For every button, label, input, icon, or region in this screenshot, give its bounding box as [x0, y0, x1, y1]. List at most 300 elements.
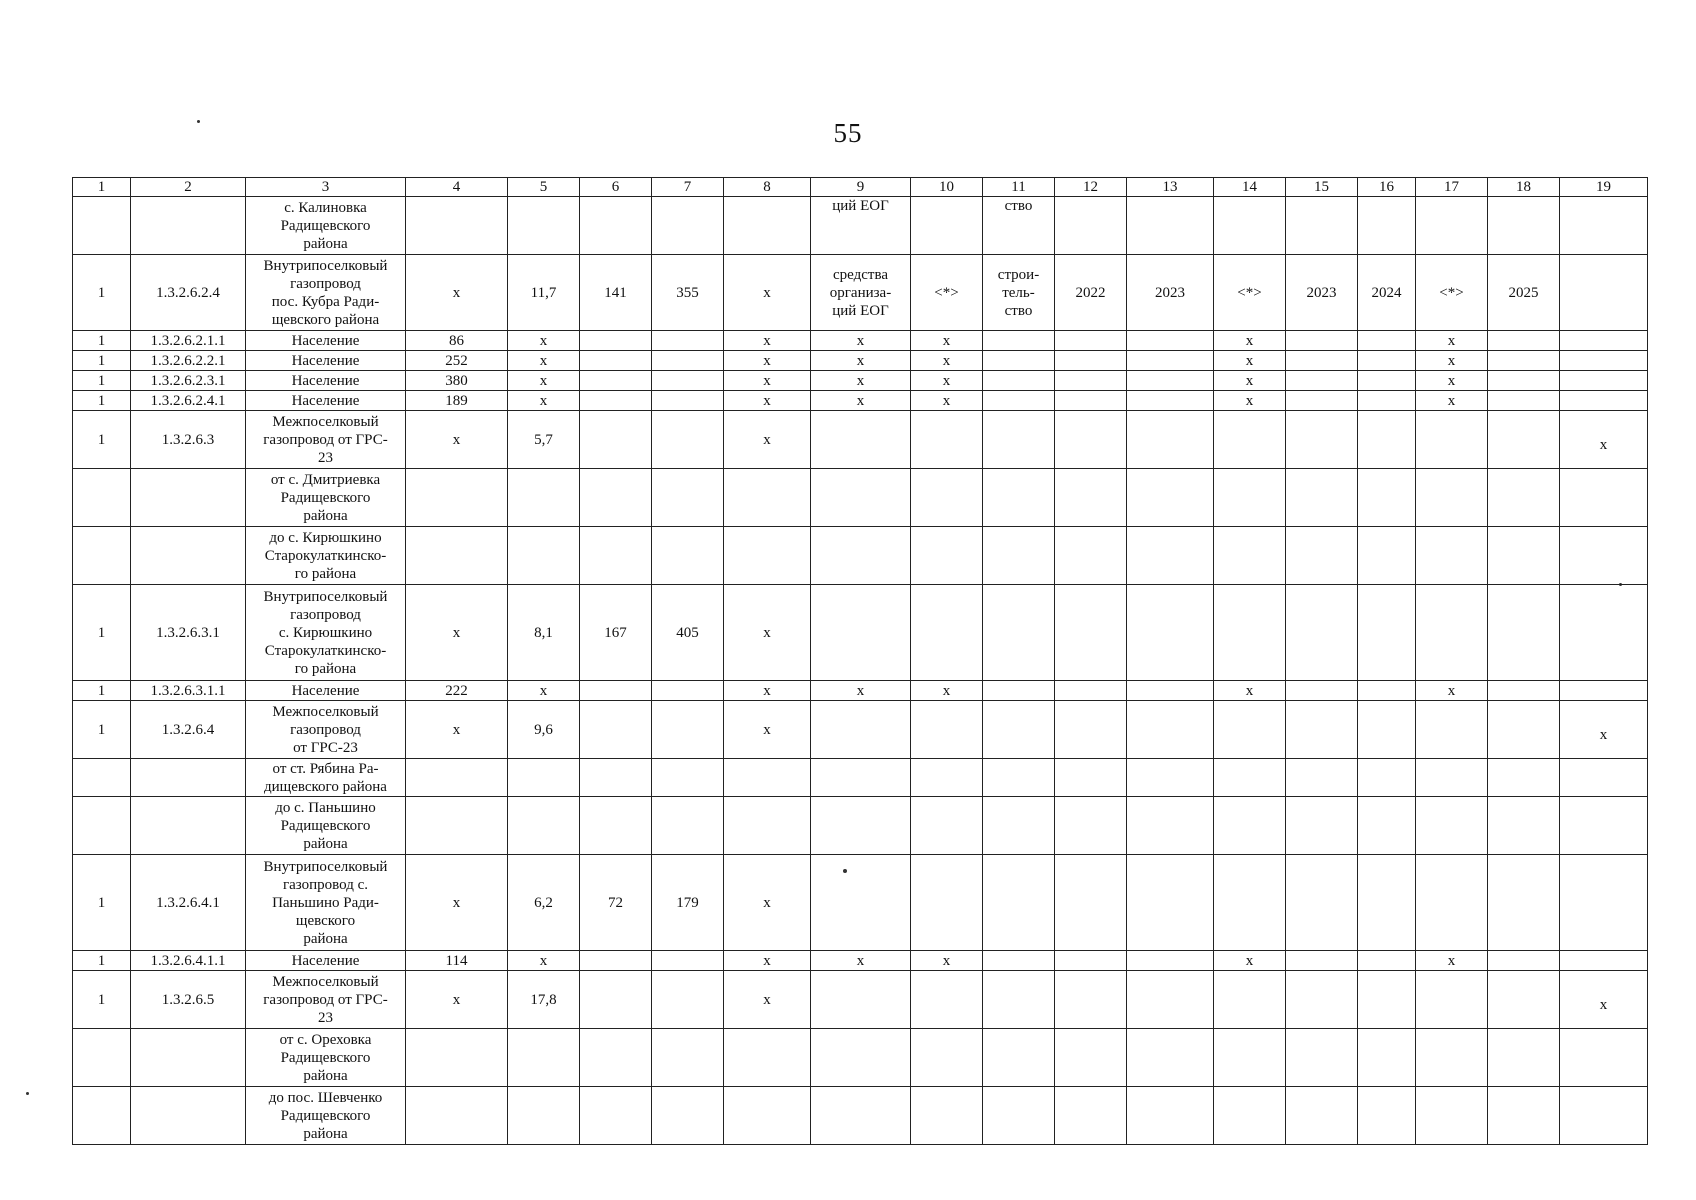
table-cell-col-11: строи- тель- ство [983, 255, 1055, 331]
table-cell-col-9 [811, 469, 911, 527]
table-cell-col-12 [1055, 759, 1127, 797]
table-cell-col-1 [73, 197, 131, 255]
column-number-header: 1 [73, 178, 131, 197]
table-cell-col-19 [1560, 391, 1648, 411]
table-cell-col-14: х [1214, 951, 1286, 971]
table-cell-col-11 [983, 681, 1055, 701]
table-cell-col-16 [1358, 951, 1416, 971]
table-cell-col-5 [508, 759, 580, 797]
table-cell-col-18 [1488, 971, 1560, 1029]
table-cell-col-9: х [811, 681, 911, 701]
table-cell-col-11 [983, 855, 1055, 951]
table-cell-col-11 [983, 1029, 1055, 1087]
table-cell-col-17: х [1416, 391, 1488, 411]
table-cell-col-3: Межпоселковый газопровод от ГРС- 23 [246, 411, 406, 469]
table-cell-col-5: х [508, 951, 580, 971]
table-cell-col-5: х [508, 391, 580, 411]
table-cell-col-15 [1286, 971, 1358, 1029]
table-cell-col-14 [1214, 1029, 1286, 1087]
table-cell-col-17 [1416, 759, 1488, 797]
table-cell-col-3: с. Калиновка Радищевского района [246, 197, 406, 255]
column-number-header: 17 [1416, 178, 1488, 197]
table-cell-col-2 [131, 797, 246, 855]
table-cell-col-7 [652, 527, 724, 585]
table-cell-col-3: до с. Паньшино Радищевского района [246, 797, 406, 855]
table-cell-col-11: ство [983, 197, 1055, 255]
table-cell-col-17: х [1416, 351, 1488, 371]
table-cell-col-19 [1560, 351, 1648, 371]
table-cell-col-10: <*> [911, 255, 983, 331]
table-cell-col-7 [652, 971, 724, 1029]
table-cell-col-1: 1 [73, 351, 131, 371]
table-cell-col-8 [724, 1029, 811, 1087]
table-cell-col-4: х [406, 585, 508, 681]
table-cell-col-5: х [508, 351, 580, 371]
pipeline-row [73, 585, 1648, 681]
table-cell-col-10: х [911, 681, 983, 701]
table-cell-col-15 [1286, 1029, 1358, 1087]
table-cell-col-12 [1055, 701, 1127, 759]
continuation-row [73, 197, 1648, 255]
table-cell-col-11 [983, 951, 1055, 971]
table-cell-col-3: Население [246, 681, 406, 701]
table-cell-col-11 [983, 371, 1055, 391]
table-cell-col-14 [1214, 469, 1286, 527]
table-cell-col-3: от с. Дмитриевка Радищевского района [246, 469, 406, 527]
table-cell-col-6 [580, 527, 652, 585]
table-cell-col-15 [1286, 759, 1358, 797]
table-cell-col-8 [724, 527, 811, 585]
table-cell-col-8 [724, 469, 811, 527]
table-cell-col-4: 114 [406, 951, 508, 971]
table-cell-col-12 [1055, 971, 1127, 1029]
table-cell-col-7 [652, 1087, 724, 1145]
table-cell-col-9 [811, 759, 911, 797]
table-cell-col-19 [1560, 469, 1648, 527]
table-cell-col-11 [983, 971, 1055, 1029]
table-cell-col-19: х [1560, 701, 1648, 759]
table-cell-col-16 [1358, 371, 1416, 391]
scan-speck [26, 1092, 29, 1095]
table-cell-col-7 [652, 797, 724, 855]
table-cell-col-15 [1286, 681, 1358, 701]
table-cell-col-7 [652, 951, 724, 971]
table-cell-col-8: х [724, 391, 811, 411]
table-cell-col-3: до с. Кирюшкино Старокулаткинско- го района [246, 527, 406, 585]
table-cell-col-11 [983, 331, 1055, 351]
table-cell-col-9: ций ЕОГ [811, 197, 911, 255]
table-cell-col-13 [1127, 391, 1214, 411]
table-cell-col-5: 5,7 [508, 411, 580, 469]
table-cell-col-19: х [1560, 411, 1648, 469]
table-cell-col-19 [1560, 855, 1648, 951]
table-cell-col-6 [580, 701, 652, 759]
table-cell-col-15 [1286, 855, 1358, 951]
table-cell-col-18 [1488, 197, 1560, 255]
table-cell-col-18 [1488, 331, 1560, 351]
table-cell-col-6 [580, 759, 652, 797]
table-cell-col-19 [1560, 585, 1648, 681]
population-row [73, 681, 1648, 701]
table-cell-col-15 [1286, 351, 1358, 371]
table-cell-col-13 [1127, 527, 1214, 585]
table-cell-col-3: Население [246, 351, 406, 371]
table-cell-col-17: х [1416, 331, 1488, 351]
column-number-header: 18 [1488, 178, 1560, 197]
table-cell-col-10: х [911, 351, 983, 371]
column-number-header: 8 [724, 178, 811, 197]
table-cell-col-17: <*> [1416, 255, 1488, 331]
table-cell-col-10 [911, 527, 983, 585]
table-cell-col-14: х [1214, 371, 1286, 391]
table-cell-col-13 [1127, 197, 1214, 255]
continuation-row [73, 527, 1648, 585]
table-cell-col-4 [406, 759, 508, 797]
table-cell-col-15 [1286, 951, 1358, 971]
table-cell-col-2: 1.3.2.6.5 [131, 971, 246, 1029]
table-cell-col-1: 1 [73, 681, 131, 701]
table-cell-col-12 [1055, 951, 1127, 971]
table-cell-col-19 [1560, 255, 1648, 331]
table-cell-col-18 [1488, 1087, 1560, 1145]
continuation-row [73, 1087, 1648, 1145]
table-cell-col-13 [1127, 331, 1214, 351]
table-cell-col-12 [1055, 1029, 1127, 1087]
page-number: 55 [833, 118, 863, 148]
continuation-row [73, 797, 1648, 855]
table-cell-col-3: Межпоселковый газопровод от ГРС- 23 [246, 971, 406, 1029]
table-cell-col-18 [1488, 527, 1560, 585]
table-cell-col-4 [406, 197, 508, 255]
table-cell-col-10 [911, 469, 983, 527]
table-cell-col-2: 1.3.2.6.2.2.1 [131, 351, 246, 371]
table-cell-col-11 [983, 701, 1055, 759]
table-cell-col-15 [1286, 391, 1358, 411]
table-cell-col-9 [811, 855, 911, 951]
table-cell-col-7 [652, 681, 724, 701]
table-cell-col-5 [508, 469, 580, 527]
table-cell-col-3: Межпоселковый газопровод от ГРС-23 [246, 701, 406, 759]
table-cell-col-2: 1.3.2.6.2.1.1 [131, 331, 246, 351]
table-cell-col-6: 167 [580, 585, 652, 681]
table-cell-col-5: 9,6 [508, 701, 580, 759]
table-cell-col-18 [1488, 797, 1560, 855]
table-cell-col-5 [508, 527, 580, 585]
table-cell-col-12 [1055, 855, 1127, 951]
table-cell-col-18 [1488, 351, 1560, 371]
table-cell-col-6 [580, 797, 652, 855]
continuation-row [73, 1029, 1648, 1087]
table-cell-col-5: 11,7 [508, 255, 580, 331]
table-cell-col-8: х [724, 681, 811, 701]
table-cell-col-1: 1 [73, 391, 131, 411]
table-cell-col-11 [983, 391, 1055, 411]
pipeline-row [73, 255, 1648, 331]
table-cell-col-17 [1416, 197, 1488, 255]
table-cell-col-1: 1 [73, 371, 131, 391]
table-cell-col-6 [580, 351, 652, 371]
table-cell-col-4: х [406, 855, 508, 951]
table-cell-col-15 [1286, 1087, 1358, 1145]
table-cell-col-8: х [724, 951, 811, 971]
table-cell-col-11 [983, 797, 1055, 855]
table-cell-col-17: х [1416, 371, 1488, 391]
column-number-header: 15 [1286, 178, 1358, 197]
table-cell-col-10: х [911, 391, 983, 411]
table-cell-col-6 [580, 391, 652, 411]
table-cell-col-7 [652, 391, 724, 411]
table-cell-col-14 [1214, 527, 1286, 585]
column-number-header: 9 [811, 178, 911, 197]
table-cell-col-7 [652, 197, 724, 255]
table-cell-col-6 [580, 971, 652, 1029]
population-row [73, 331, 1648, 351]
table-cell-col-12 [1055, 1087, 1127, 1145]
table-cell-col-5 [508, 1087, 580, 1145]
table-cell-col-9 [811, 585, 911, 681]
table-cell-col-13 [1127, 371, 1214, 391]
table-cell-col-18 [1488, 371, 1560, 391]
table-cell-col-12 [1055, 527, 1127, 585]
table-cell-col-2: 1.3.2.6.4.1.1 [131, 951, 246, 971]
table-cell-col-16 [1358, 391, 1416, 411]
column-number-header: 2 [131, 178, 246, 197]
table-cell-col-2: 1.3.2.6.2.4.1 [131, 391, 246, 411]
table-cell-col-6 [580, 1029, 652, 1087]
table-cell-col-13 [1127, 1029, 1214, 1087]
table-cell-col-16 [1358, 759, 1416, 797]
table-cell-col-19 [1560, 527, 1648, 585]
table-cell-col-12 [1055, 391, 1127, 411]
table-cell-col-19 [1560, 951, 1648, 971]
column-number-header: 7 [652, 178, 724, 197]
table-cell-col-19 [1560, 681, 1648, 701]
table-cell-col-1: 1 [73, 855, 131, 951]
table-cell-col-13 [1127, 1087, 1214, 1145]
table-cell-col-14 [1214, 797, 1286, 855]
table-cell-col-13 [1127, 681, 1214, 701]
table-cell-col-16: 2024 [1358, 255, 1416, 331]
table-cell-col-17 [1416, 701, 1488, 759]
table-cell-col-12 [1055, 469, 1127, 527]
table-cell-col-17: х [1416, 951, 1488, 971]
table-cell-col-16 [1358, 971, 1416, 1029]
table-cell-col-16 [1358, 855, 1416, 951]
table-cell-col-14 [1214, 1087, 1286, 1145]
table-cell-col-9: х [811, 951, 911, 971]
table-cell-col-7 [652, 469, 724, 527]
table-cell-col-2: 1.3.2.6.2.4 [131, 255, 246, 331]
table-cell-col-18 [1488, 585, 1560, 681]
table-cell-col-7 [652, 759, 724, 797]
table-cell-col-9: х [811, 351, 911, 371]
table-cell-col-7: 355 [652, 255, 724, 331]
column-number-header: 10 [911, 178, 983, 197]
table-cell-col-3: Население [246, 371, 406, 391]
table-cell-col-8 [724, 797, 811, 855]
table-cell-col-2 [131, 527, 246, 585]
table-cell-col-16 [1358, 1029, 1416, 1087]
gas-pipeline-table [72, 177, 1648, 1145]
table-cell-col-8: х [724, 371, 811, 391]
table-cell-col-5 [508, 197, 580, 255]
pipeline-row [73, 855, 1648, 951]
table-cell-col-10 [911, 1029, 983, 1087]
table-cell-col-13 [1127, 759, 1214, 797]
table-cell-col-3: от с. Ореховка Радищевского района [246, 1029, 406, 1087]
table-cell-col-5: х [508, 681, 580, 701]
population-row [73, 351, 1648, 371]
table-cell-col-12 [1055, 331, 1127, 351]
table-cell-col-15 [1286, 797, 1358, 855]
table-cell-col-16 [1358, 701, 1416, 759]
table-cell-col-17 [1416, 855, 1488, 951]
table-cell-col-9 [811, 411, 911, 469]
table-cell-col-15 [1286, 411, 1358, 469]
table-cell-col-19 [1560, 759, 1648, 797]
table-cell-col-18 [1488, 391, 1560, 411]
table-cell-col-8: х [724, 331, 811, 351]
table-cell-col-3: до пос. Шевченко Радищевского района [246, 1087, 406, 1145]
table-cell-col-10 [911, 197, 983, 255]
table-cell-col-10 [911, 1087, 983, 1145]
column-number-header: 11 [983, 178, 1055, 197]
table-cell-col-18 [1488, 701, 1560, 759]
table-cell-col-19 [1560, 371, 1648, 391]
table-cell-col-13 [1127, 855, 1214, 951]
table-cell-col-6 [580, 1087, 652, 1145]
table-cell-col-4: х [406, 255, 508, 331]
table-cell-col-10 [911, 701, 983, 759]
table-cell-col-9: х [811, 331, 911, 351]
table-cell-col-4 [406, 469, 508, 527]
table-cell-col-13 [1127, 701, 1214, 759]
table-cell-col-12 [1055, 681, 1127, 701]
table-cell-col-3: Внутрипоселковый газопровод с. Кирюшкино Старокулаткинско- го района [246, 585, 406, 681]
table-cell-col-10 [911, 411, 983, 469]
table-cell-col-14: <*> [1214, 255, 1286, 331]
table-cell-col-8: х [724, 701, 811, 759]
table-header-row [73, 178, 1648, 197]
table-cell-col-17 [1416, 411, 1488, 469]
table-cell-col-7 [652, 701, 724, 759]
table-cell-col-2: 1.3.2.6.4.1 [131, 855, 246, 951]
table-cell-col-18 [1488, 469, 1560, 527]
table-cell-col-8: х [724, 855, 811, 951]
table-cell-col-1 [73, 527, 131, 585]
table-cell-col-3: Население [246, 331, 406, 351]
table-cell-col-10 [911, 585, 983, 681]
table-cell-col-9: х [811, 391, 911, 411]
table-cell-col-13 [1127, 411, 1214, 469]
table-cell-col-7 [652, 1029, 724, 1087]
table-cell-col-19 [1560, 797, 1648, 855]
table-cell-col-8: х [724, 255, 811, 331]
table-cell-col-19 [1560, 1087, 1648, 1145]
scan-speck [197, 120, 200, 123]
table-cell-col-14 [1214, 197, 1286, 255]
column-number-header: 19 [1560, 178, 1648, 197]
table-cell-col-9 [811, 1087, 911, 1145]
table-cell-col-4 [406, 1029, 508, 1087]
table-cell-col-6: 141 [580, 255, 652, 331]
table-cell-col-8: х [724, 585, 811, 681]
table-cell-col-1: 1 [73, 585, 131, 681]
table-cell-col-4 [406, 797, 508, 855]
column-number-header: 3 [246, 178, 406, 197]
table-cell-col-6 [580, 469, 652, 527]
table-cell-col-15 [1286, 701, 1358, 759]
table-cell-col-7 [652, 331, 724, 351]
table-cell-col-18 [1488, 951, 1560, 971]
table-cell-col-5 [508, 797, 580, 855]
table-cell-col-7: 405 [652, 585, 724, 681]
table-cell-col-6 [580, 951, 652, 971]
table-cell-col-4: х [406, 971, 508, 1029]
table-cell-col-19 [1560, 331, 1648, 351]
table-cell-col-4: х [406, 411, 508, 469]
table-cell-col-15 [1286, 371, 1358, 391]
table-cell-col-11 [983, 759, 1055, 797]
table-cell-col-14 [1214, 759, 1286, 797]
table-cell-col-16 [1358, 1087, 1416, 1145]
table-cell-col-12 [1055, 797, 1127, 855]
table-cell-col-3: Внутрипоселковый газопровод пос. Кубра Ради- щевского района [246, 255, 406, 331]
table-cell-col-17 [1416, 527, 1488, 585]
table-cell-col-4: 222 [406, 681, 508, 701]
table-cell-col-14 [1214, 411, 1286, 469]
table-cell-col-1: 1 [73, 411, 131, 469]
table-cell-col-2 [131, 197, 246, 255]
pipeline-row [73, 971, 1648, 1029]
table-cell-col-16 [1358, 585, 1416, 681]
table-cell-col-16 [1358, 681, 1416, 701]
table-cell-col-2: 1.3.2.6.3.1 [131, 585, 246, 681]
table-cell-col-14 [1214, 701, 1286, 759]
table-cell-col-19 [1560, 1029, 1648, 1087]
table-cell-col-8 [724, 1087, 811, 1145]
table-cell-col-13 [1127, 971, 1214, 1029]
table-cell-col-6: 72 [580, 855, 652, 951]
table-cell-col-5: 6,2 [508, 855, 580, 951]
table-cell-col-12 [1055, 585, 1127, 681]
table-cell-col-13: 2023 [1127, 255, 1214, 331]
table-cell-col-4: 252 [406, 351, 508, 371]
table-cell-col-16 [1358, 197, 1416, 255]
table-cell-col-3: Внутрипоселковый газопровод с. Паньшино Ради- щевского района [246, 855, 406, 951]
table-cell-col-18 [1488, 411, 1560, 469]
table-cell-col-2: 1.3.2.6.3 [131, 411, 246, 469]
table-cell-col-8: х [724, 411, 811, 469]
table-cell-col-5: х [508, 331, 580, 351]
table-cell-col-12 [1055, 197, 1127, 255]
table-cell-col-9: х [811, 371, 911, 391]
table-cell-col-1: 1 [73, 255, 131, 331]
table-cell-col-8 [724, 197, 811, 255]
table-cell-col-4: х [406, 701, 508, 759]
table-cell-col-10: х [911, 951, 983, 971]
table-cell-col-14: х [1214, 681, 1286, 701]
table-cell-col-10: х [911, 371, 983, 391]
table-cell-col-14: х [1214, 391, 1286, 411]
table-cell-col-13 [1127, 797, 1214, 855]
table-cell-col-7 [652, 411, 724, 469]
table-cell-col-5: 17,8 [508, 971, 580, 1029]
table-cell-col-4: 189 [406, 391, 508, 411]
table-cell-col-9 [811, 701, 911, 759]
table-cell-col-1: 1 [73, 701, 131, 759]
table-cell-col-1: 1 [73, 971, 131, 1029]
